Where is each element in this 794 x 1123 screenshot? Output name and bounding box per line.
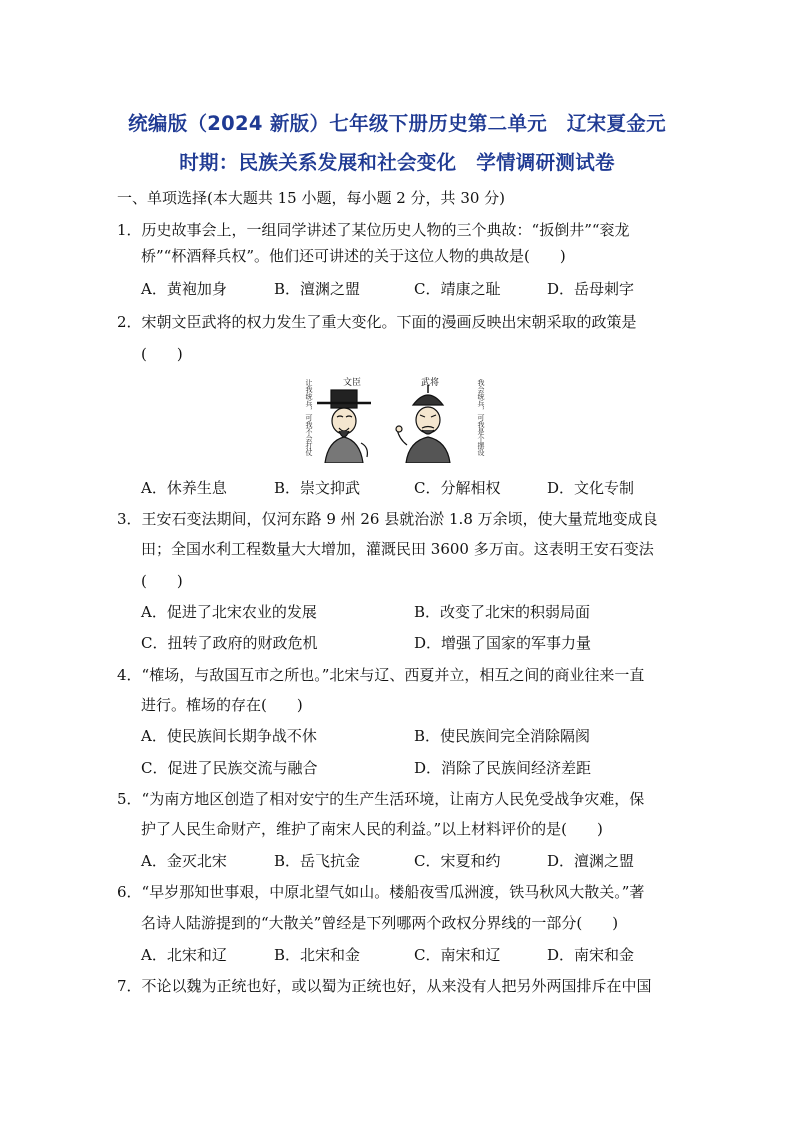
q6-option-d: D．南宋和金 (547, 946, 635, 964)
q6-option-b: B．北宋和金 (274, 946, 361, 964)
q6-option-c: C．南宋和辽 (414, 946, 501, 964)
q7-line-1: 7．不论以魏为正统也好，或以蜀为正统也好，从来没有人把另外两国排斥在中国 (117, 977, 652, 995)
q4-line-1: 4．“榷场，与敌国互市之所也。”北宋与辽、西夏并立，相互之间的商业往来一直 (117, 666, 645, 684)
q3-option-c: C．扭转了政府的财政危机 (141, 634, 318, 652)
q2-line-2: ( ) (141, 345, 183, 363)
q2-option-a: A．休养生息 (141, 479, 227, 497)
cartoon-left-speech: 让我统兵，可我不会打仗 (305, 379, 313, 456)
q3-option-d: D．增强了国家的军事力量 (414, 634, 592, 652)
q6-line-2: 名诗人陆游提到的“大散关”曾经是下列哪两个政权分界线的一部分( ) (141, 914, 619, 932)
q3-option-b: B．改变了北宋的积弱局面 (414, 603, 591, 621)
q4-option-c: C．促进了民族交流与融合 (141, 759, 318, 777)
q2-line-1: 2．宋朝文臣武将的权力发生了重大变化。下面的漫画反映出宋朝采取的政策是 (117, 313, 637, 331)
q1-line-1: 1．历史故事会上，一组同学讲述了某位历史人物的三个典故：“扳倒井”“衮龙 (117, 221, 630, 239)
cartoon-label-military: 武将 (421, 378, 440, 388)
q5-option-a: A．金灭北宋 (141, 852, 227, 870)
q6-line-1: 6．“早岁那知世事艰，中原北望气如山。楼船夜雪瓜洲渡，铁马秋风大散关。”著 (117, 883, 645, 901)
q4-option-b: B．使民族间完全消除隔阂 (414, 727, 591, 745)
section-heading: 一、单项选择(本大题共 15 小题，每小题 2 分，共 30 分) (117, 189, 506, 207)
q1-line-2: 桥”“杯酒释兵权”。他们还可讲述的关于这位人物的典故是( ) (141, 247, 566, 265)
q5-option-c: C．宋夏和约 (414, 852, 501, 870)
exam-title-line-1: 统编版（2024 新版）七年级下册历史第二单元 辽宋夏金元 (128, 112, 666, 135)
q1-option-c: C．靖康之耻 (414, 280, 501, 298)
q2-option-b: B．崇文抑武 (274, 479, 361, 497)
q3-line-3: ( ) (141, 572, 183, 590)
q1-option-a: A．黄袍加身 (141, 280, 227, 298)
q5-line-2: 护了人民生命财产，维护了南宋人民的利益。”以上材料评价的是( ) (141, 820, 603, 838)
q3-line-1: 3．王安石变法期间，仅河东路 9 州 26 县就治淤 1.8 万余顷，使大量荒地变成良 (117, 510, 658, 528)
q5-option-b: B．岳飞抗金 (274, 852, 361, 870)
q4-option-a: A．使民族间长期争战不休 (141, 727, 317, 745)
q2-option-c: C．分解相权 (414, 479, 501, 497)
q1-option-b: B．澶渊之盟 (274, 280, 361, 298)
q4-option-d: D．消除了民族间经济差距 (414, 759, 592, 777)
exam-title-line-2: 时期：民族关系发展和社会变化 学情调研测试卷 (179, 151, 615, 174)
q2-option-d: D．文化专制 (547, 479, 635, 497)
q3-option-a: A．促进了北宋农业的发展 (141, 603, 317, 621)
q3-line-2: 田；全国水利工程数量大大增加，灌溉民田 3600 多万亩。这表明王安石变法 (141, 540, 654, 558)
cartoon-civil-military-officials (303, 373, 493, 463)
military-general-figure (396, 385, 450, 463)
q6-option-a: A．北宋和辽 (141, 946, 227, 964)
q1-option-d: D．岳母刺字 (547, 280, 635, 298)
q4-line-2: 进行。榷场的存在( ) (141, 696, 303, 714)
q5-option-d: D．澶渊之盟 (547, 852, 635, 870)
civil-official-figure (317, 390, 371, 463)
cartoon-label-civil: 文臣 (343, 378, 362, 388)
cartoon-right-speech: 我会统兵，可我是个摆设 (477, 379, 485, 456)
q5-line-1: 5．“为南方地区创造了相对安宁的生产生活环境，让南方人民免受战争灾难，保 (117, 790, 645, 808)
